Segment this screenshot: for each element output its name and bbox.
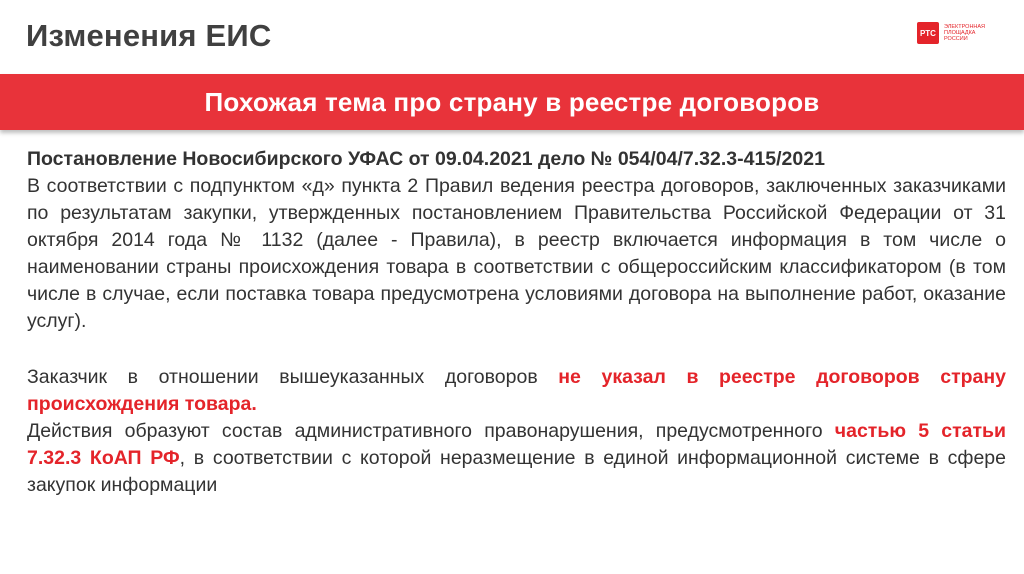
- violation-text: Заказчик в отношении вышеуказанных договоров: [27, 366, 559, 388]
- paragraph-gap: [27, 335, 1006, 364]
- violation-paragraph: [27, 364, 1006, 418]
- rules-paragraph: В соответствии с подпунктом «д» пункта 2 Правил ведения реестра договоров, заключенных заказчиками по результатам закупки, утвержденных постановлением Правительства Российской Федерации от 31 октября 2014 года № 1132 (далее - Правила), в реестр включается информация в том числе о наименовании страны происхождения товара в соответствии с общероссийским классификатором (в том числе в случае, если поставка товара предусмотрена условиями договора на выполнение работ, оказание услуг).: [27, 175, 1006, 332]
- resolution-heading: Постановление Новосибирского УФАС от 09.04.2021 дело № 054/04/7.32.3-415/2021: [27, 148, 825, 170]
- banner-text: Похожая тема про страну в реестре договоров: [204, 86, 820, 117]
- koap-reference: частью 5 статьи 7.32.3 КоАП РФ: [27, 420, 1006, 469]
- topic-banner: [0, 74, 1024, 130]
- violation-highlight: не указал в реестре договоров страну происхождения товара.: [27, 366, 1006, 415]
- liability-text-end: , в соответствии с которой неразмещение в единой информационной системе в сфере закупок информации: [27, 447, 1006, 496]
- page-title: Изменения ЕИС: [26, 18, 272, 53]
- logo-text: ЭЛЕКТРОННАЯ ПЛОЩАДКА РОССИИ: [944, 24, 986, 42]
- rts-logo: [917, 22, 996, 44]
- logo-mark: РТС: [917, 22, 939, 44]
- slide-body: [27, 146, 1006, 499]
- liability-paragraph: [27, 418, 1006, 499]
- liability-text: Действия образуют состав административного правонарушения, предусмотренного: [27, 420, 835, 442]
